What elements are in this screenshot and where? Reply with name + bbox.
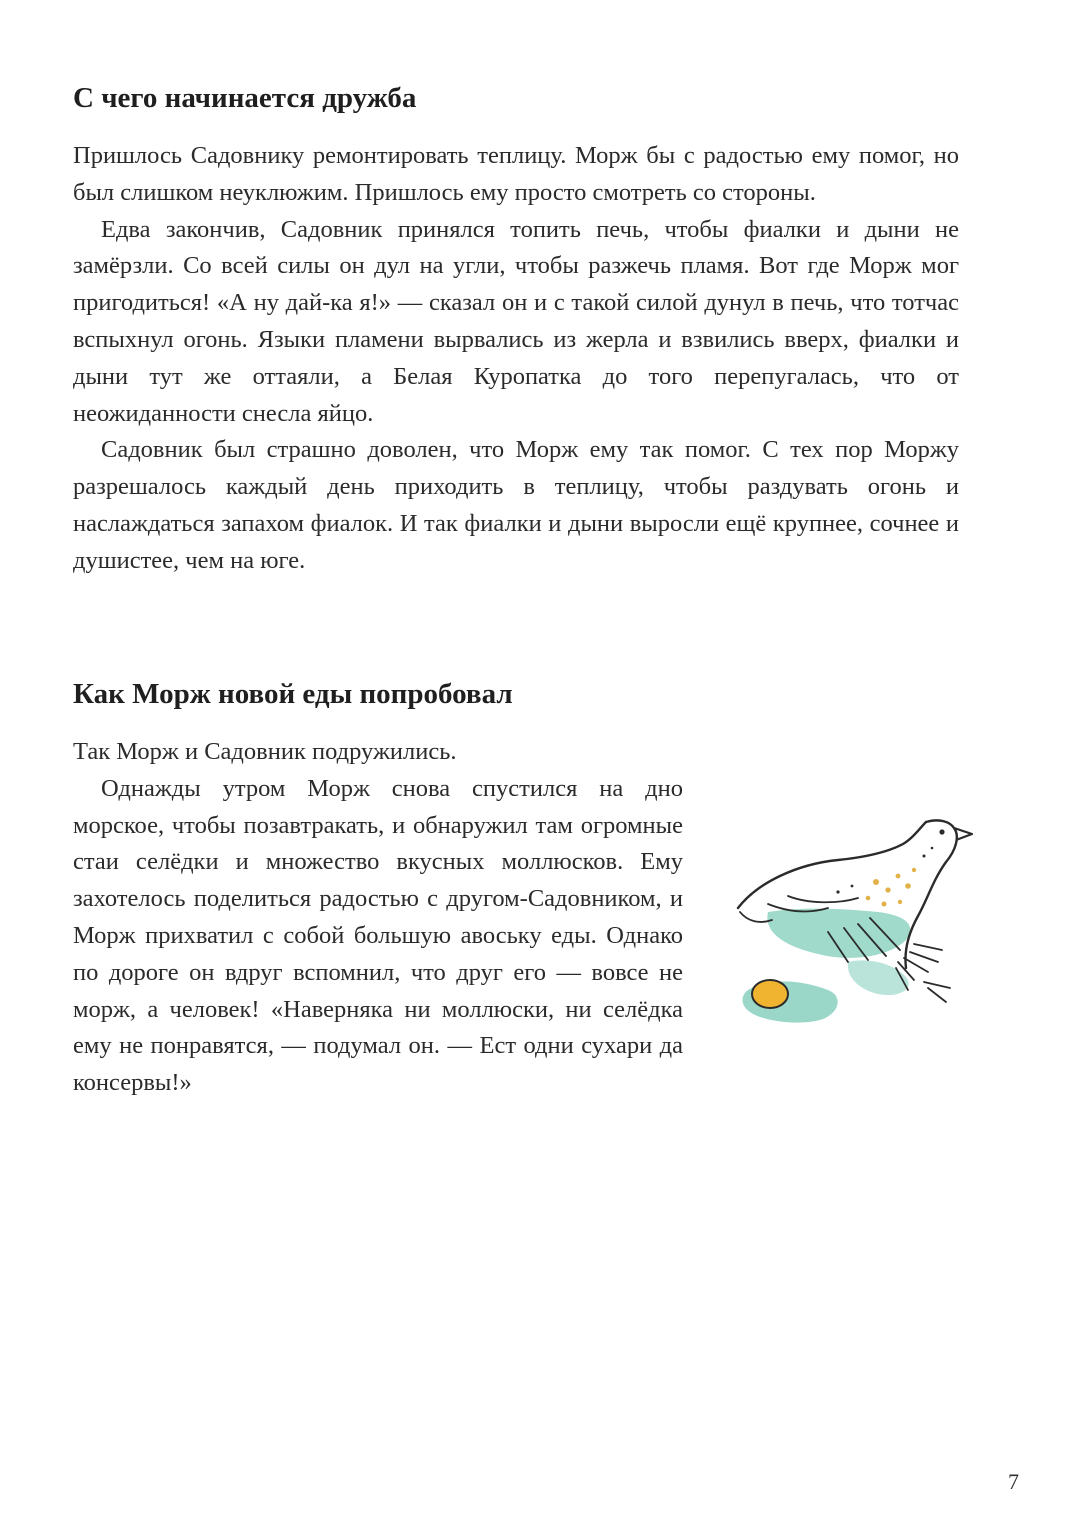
- ptarmigan-with-egg-icon: [728, 812, 978, 1048]
- section-new-food-text: [73, 734, 683, 1102]
- bird-back: [906, 820, 957, 968]
- bird-body: [738, 822, 926, 908]
- mint-wash-tail: [848, 960, 909, 995]
- ink-specks: [836, 847, 933, 894]
- section-friendship-text: [73, 138, 959, 580]
- paragraph: Так Морж и Садовник подружились.: [73, 738, 457, 765]
- paragraph: Садовник был страшно доволен, что Морж ему так помог. С тех пор Моржу разрешалось каждый день приходить в теплицу, чтобы раздувать огонь и наслаждаться запахом фиалок. И так фиалки и дыни выросли ещё крупнее, сочнее и душистее, чем на юге.: [73, 436, 959, 574]
- tail-feathers: [896, 944, 950, 1002]
- paragraph: Едва закончив, Садовник принялся топить печь, чтобы фиалки и дыни не замёрзли. Со всей силы он дул на угли, чтобы разжечь пламя. Вот где Морж мог пригодиться! «А ну дай-ка я!» — сказал он и с такой силой дунул в печь, что тотчас вспыхнул огонь. Языки пламени вырвались из жерла и взвились вверх, фиалки и дыни тут же оттаяли, а Белая Куропатка до того перепугалась, что от неожиданности снесла яйцо.: [73, 215, 959, 427]
- egg: [752, 980, 788, 1008]
- section-title-new-food: Как Морж новой еды попробовал: [73, 678, 513, 710]
- ochre-speckles: [866, 868, 917, 907]
- section-title-friendship: С чего начинается дружба: [73, 82, 417, 114]
- paragraph: Однажды утром Морж снова спустился на дно морское, чтобы позавтракать, и обнаружил там огромные стаи селёдки и множество вкусных моллюсков. Ему захотелось поделиться радостью с другом-Садовником, и Морж прихватил с собой большую авоську еды. Однако по дороге он вдруг вспомнил, что друг его — вовсе не морж, а человек! «Наверняка ни моллюски, ни селёдка ему не понравятся, — подумал он. — Ест одни сухари да консервы!»: [73, 774, 683, 1097]
- bird-eye: [939, 829, 944, 834]
- page-number: 7: [1008, 1469, 1019, 1494]
- mint-wash-wing: [767, 909, 910, 958]
- paragraph: Пришлось Садовнику ремонтировать теплицу. Морж бы с радостью ему помог, но был слишком неуклюжим. Пришлось ему просто смотреть со стороны.: [73, 142, 959, 206]
